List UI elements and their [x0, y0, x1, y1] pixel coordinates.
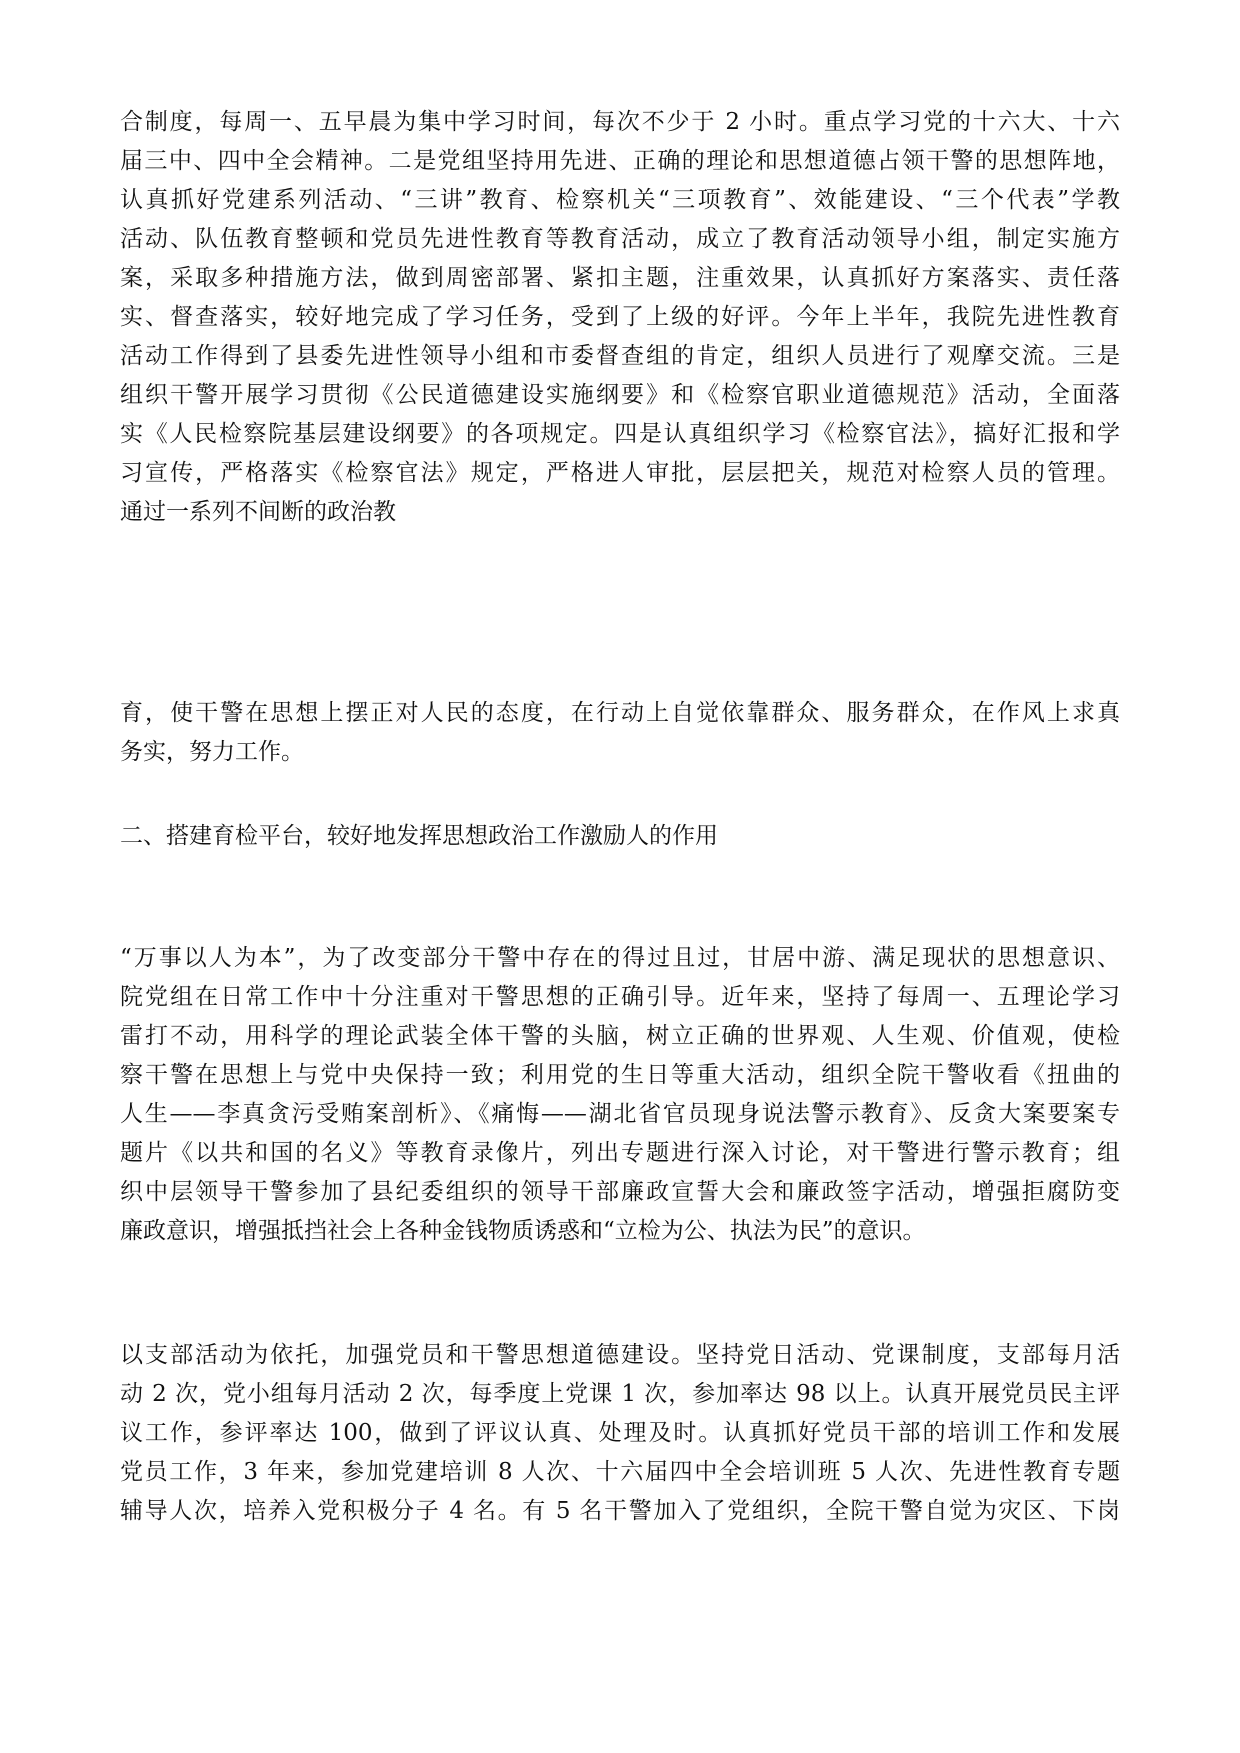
paragraph-party-branch — [120, 1336, 1120, 1531]
text-line: 活动、队伍教育整顿和党员先进性教育等教育活动，成立了教育活动领导小组，制定实施方 — [120, 226, 1120, 252]
text-line: 织中层领导干警参加了县纪委组织的领导干部廉政宣誓大会和廉政签字活动，增强拒腐防变 — [120, 1179, 1120, 1205]
text-line: 习宣传，严格落实《检察官法》规定，严格进人审批，层层把关，规范对检察人员的管理。 — [120, 460, 1120, 486]
text-line: 实、督查落实，较好地完成了学习任务，受到了上级的好评。今年上半年，我院先进性教育 — [120, 304, 1120, 330]
text-line: 党员工作，3 年来，参加党建培训 8 人次、十六届四中全会培训班 5 人次、先进性教育专题 — [120, 1459, 1120, 1485]
text-line: 以支部活动为依托，加强党员和干警思想道德建设。坚持党日活动、党课制度，支部每月活 — [120, 1342, 1120, 1368]
text-line: 实《人民检察院基层建设纲要》的各项规定。四是认真组织学习《检察官法》，搞好汇报和学 — [120, 421, 1120, 447]
paragraph-people-oriented — [120, 939, 1120, 1251]
paragraph-continuation — [120, 694, 1120, 772]
section-heading — [120, 817, 1120, 856]
text-line: 案，采取多种措施方法，做到周密部署、紧扣主题，注重效果，认真抓好方案落实、责任落 — [120, 265, 1120, 291]
text-line: 题片《以共和国的名义》等教育录像片，列出专题进行深入讨论，对干警进行警示教育；组 — [120, 1140, 1120, 1166]
text-line: 通过一系列不间断的政治教 — [120, 499, 396, 525]
text-line: 活动工作得到了县委先进性领导小组和市委督查组的肯定，组织人员进行了观摩交流。三是 — [120, 343, 1120, 369]
text-line: 动 2 次，党小组每月活动 2 次，每季度上党课 1 次，参加率达 98 以上。认真开展党员民主评 — [120, 1381, 1120, 1407]
text-line: “万事以人为本”，为了改变部分干警中存在的得过且过，甘居中游、满足现状的思想意识、 — [120, 945, 1120, 971]
text-line: 察干警在思想上与党中央保持一致；利用党的生日等重大活动，组织全院干警收看《扭曲的 — [120, 1062, 1120, 1088]
heading-text: 二、搭建育检平台，较好地发挥思想政治工作激励人的作用 — [120, 823, 718, 849]
text-line: 届三中、四中全会精神。二是党组坚持用先进、正确的理论和思想道德占领干警的思想阵地， — [120, 148, 1120, 174]
text-line: 合制度，每周一、五早晨为集中学习时间，每次不少于 2 小时。重点学习党的十六大、十六 — [120, 109, 1120, 135]
text-line: 人生——李真贪污受贿案剖析》、《痛悔——湖北省官员现身说法警示教育》、反贪大案要案专 — [120, 1101, 1120, 1127]
text-line: 廉政意识，增强抵挡社会上各种金钱物质诱惑和“立检为公、执法为民”的意识。 — [120, 1218, 926, 1244]
text-line: 组织干警开展学习贯彻《公民道德建设实施纲要》和《检察官职业道德规范》活动，全面落 — [120, 382, 1120, 408]
text-line: 育，使干警在思想上摆正对人民的态度，在行动上自觉依靠群众、服务群众，在作风上求真 — [120, 700, 1120, 726]
text-line: 雷打不动，用科学的理论武装全体干警的头脑，树立正确的世界观、人生观、价值观，使检 — [120, 1023, 1120, 1049]
text-line: 务实，努力工作。 — [120, 739, 304, 765]
text-line: 辅导人次，培养入党积极分子 4 名。有 5 名干警加入了党组织，全院干警自觉为灾区、下岗 — [120, 1498, 1120, 1524]
text-line: 院党组在日常工作中十分注重对干警思想的正确引导。近年来，坚持了每周一、五理论学习 — [120, 984, 1120, 1010]
text-line: 议工作，参评率达 100，做到了评议认真、处理及时。认真抓好党员干部的培训工作和发展 — [120, 1420, 1120, 1446]
paragraph-political-study — [120, 103, 1120, 532]
text-line: 认真抓好党建系列活动、“三讲”教育、检察机关“三项教育”、效能建设、“三个代表”学教 — [120, 187, 1120, 213]
